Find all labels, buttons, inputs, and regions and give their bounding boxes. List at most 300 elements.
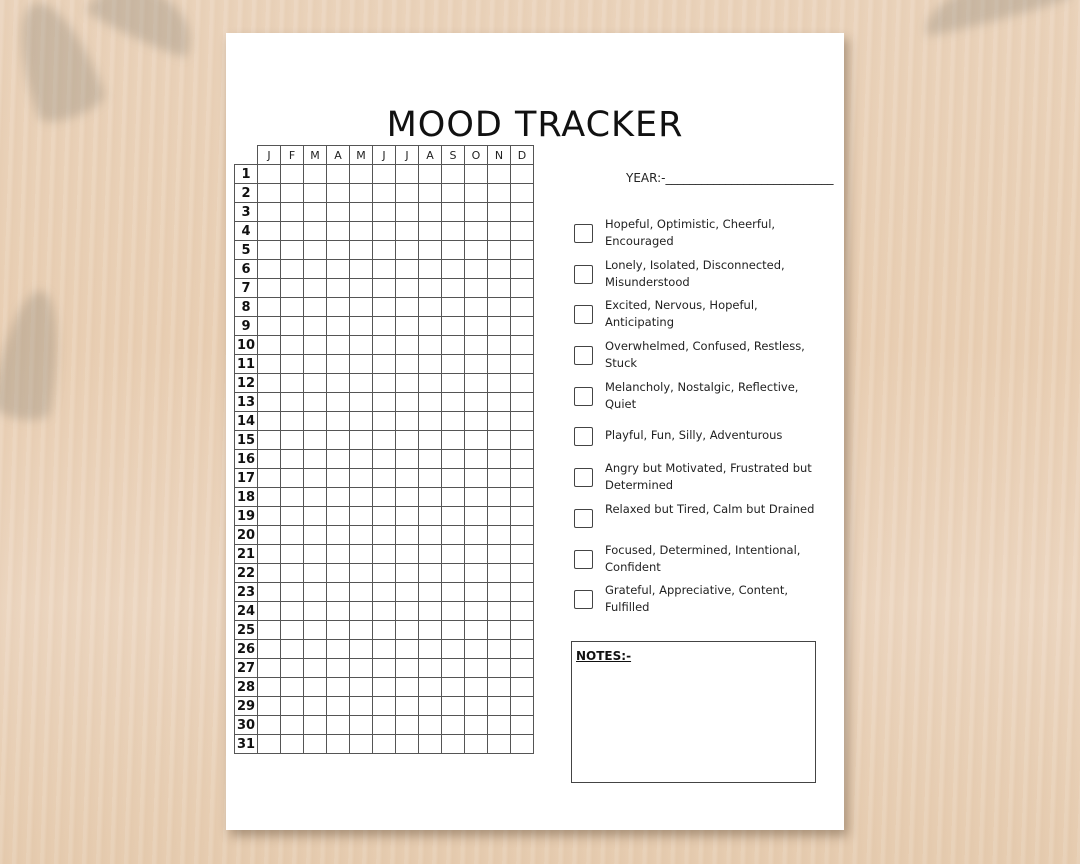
mood-cell[interactable] (304, 526, 327, 545)
mood-cell[interactable] (511, 355, 534, 374)
mood-cell[interactable] (304, 488, 327, 507)
mood-cell[interactable] (373, 203, 396, 222)
mood-cell[interactable] (258, 298, 281, 317)
mood-cell[interactable] (258, 545, 281, 564)
mood-cell[interactable] (396, 735, 419, 754)
mood-cell[interactable] (350, 431, 373, 450)
mood-cell[interactable] (488, 412, 511, 431)
mood-cell[interactable] (442, 526, 465, 545)
mood-cell[interactable] (511, 469, 534, 488)
mood-cell[interactable] (442, 336, 465, 355)
mood-cell[interactable] (350, 716, 373, 735)
mood-cell[interactable] (373, 355, 396, 374)
mood-cell[interactable] (327, 507, 350, 526)
mood-cell[interactable] (258, 469, 281, 488)
mood-cell[interactable] (327, 279, 350, 298)
mood-cell[interactable] (465, 412, 488, 431)
mood-cell[interactable] (327, 412, 350, 431)
mood-cell[interactable] (373, 260, 396, 279)
mood-cell[interactable] (304, 640, 327, 659)
mood-cell[interactable] (350, 678, 373, 697)
mood-cell[interactable] (465, 279, 488, 298)
mood-checkbox[interactable] (574, 387, 593, 406)
mood-cell[interactable] (442, 488, 465, 507)
mood-cell[interactable] (281, 583, 304, 602)
mood-cell[interactable] (258, 735, 281, 754)
mood-cell[interactable] (304, 716, 327, 735)
mood-cell[interactable] (327, 640, 350, 659)
mood-cell[interactable] (442, 583, 465, 602)
mood-cell[interactable] (442, 203, 465, 222)
mood-cell[interactable] (258, 564, 281, 583)
mood-checkbox[interactable] (574, 427, 593, 446)
mood-cell[interactable] (281, 222, 304, 241)
mood-cell[interactable] (396, 203, 419, 222)
mood-cell[interactable] (419, 507, 442, 526)
mood-cell[interactable] (465, 621, 488, 640)
mood-cell[interactable] (258, 659, 281, 678)
mood-cell[interactable] (350, 165, 373, 184)
mood-cell[interactable] (511, 507, 534, 526)
mood-cell[interactable] (419, 184, 442, 203)
mood-cell[interactable] (327, 602, 350, 621)
mood-cell[interactable] (465, 355, 488, 374)
mood-cell[interactable] (419, 545, 442, 564)
mood-checkbox[interactable] (574, 590, 593, 609)
mood-cell[interactable] (465, 260, 488, 279)
mood-cell[interactable] (442, 393, 465, 412)
mood-cell[interactable] (396, 602, 419, 621)
mood-cell[interactable] (488, 545, 511, 564)
mood-cell[interactable] (258, 317, 281, 336)
mood-cell[interactable] (488, 241, 511, 260)
mood-cell[interactable] (304, 621, 327, 640)
mood-cell[interactable] (442, 640, 465, 659)
mood-cell[interactable] (396, 678, 419, 697)
mood-cell[interactable] (419, 336, 442, 355)
mood-cell[interactable] (511, 659, 534, 678)
mood-cell[interactable] (488, 279, 511, 298)
mood-cell[interactable] (373, 659, 396, 678)
mood-cell[interactable] (327, 545, 350, 564)
mood-cell[interactable] (281, 260, 304, 279)
mood-cell[interactable] (511, 716, 534, 735)
mood-cell[interactable] (488, 203, 511, 222)
mood-cell[interactable] (511, 450, 534, 469)
mood-cell[interactable] (373, 279, 396, 298)
mood-cell[interactable] (281, 203, 304, 222)
mood-cell[interactable] (258, 697, 281, 716)
mood-checkbox[interactable] (574, 265, 593, 284)
mood-cell[interactable] (511, 336, 534, 355)
mood-cell[interactable] (281, 640, 304, 659)
mood-cell[interactable] (304, 564, 327, 583)
mood-cell[interactable] (281, 393, 304, 412)
mood-cell[interactable] (465, 488, 488, 507)
mood-cell[interactable] (442, 697, 465, 716)
mood-cell[interactable] (419, 659, 442, 678)
mood-cell[interactable] (304, 317, 327, 336)
mood-cell[interactable] (396, 355, 419, 374)
mood-cell[interactable] (465, 716, 488, 735)
mood-cell[interactable] (396, 697, 419, 716)
mood-cell[interactable] (488, 716, 511, 735)
mood-cell[interactable] (350, 602, 373, 621)
mood-cell[interactable] (327, 659, 350, 678)
mood-cell[interactable] (419, 374, 442, 393)
mood-cell[interactable] (350, 469, 373, 488)
mood-cell[interactable] (373, 374, 396, 393)
mood-cell[interactable] (419, 355, 442, 374)
mood-cell[interactable] (327, 716, 350, 735)
mood-cell[interactable] (258, 583, 281, 602)
mood-cell[interactable] (373, 583, 396, 602)
mood-cell[interactable] (350, 697, 373, 716)
mood-cell[interactable] (304, 393, 327, 412)
mood-cell[interactable] (373, 621, 396, 640)
mood-cell[interactable] (258, 716, 281, 735)
mood-cell[interactable] (419, 564, 442, 583)
mood-cell[interactable] (304, 678, 327, 697)
mood-cell[interactable] (488, 298, 511, 317)
mood-cell[interactable] (419, 526, 442, 545)
mood-cell[interactable] (442, 298, 465, 317)
mood-cell[interactable] (258, 203, 281, 222)
mood-cell[interactable] (373, 697, 396, 716)
mood-cell[interactable] (419, 260, 442, 279)
mood-cell[interactable] (419, 393, 442, 412)
mood-cell[interactable] (419, 317, 442, 336)
mood-cell[interactable] (442, 564, 465, 583)
mood-cell[interactable] (511, 526, 534, 545)
mood-cell[interactable] (488, 621, 511, 640)
mood-cell[interactable] (488, 640, 511, 659)
mood-cell[interactable] (304, 260, 327, 279)
mood-cell[interactable] (442, 355, 465, 374)
mood-cell[interactable] (465, 336, 488, 355)
mood-cell[interactable] (465, 545, 488, 564)
mood-cell[interactable] (281, 716, 304, 735)
mood-cell[interactable] (488, 488, 511, 507)
mood-cell[interactable] (488, 355, 511, 374)
mood-cell[interactable] (258, 507, 281, 526)
mood-cell[interactable] (304, 602, 327, 621)
mood-cell[interactable] (465, 583, 488, 602)
mood-cell[interactable] (373, 716, 396, 735)
mood-cell[interactable] (442, 431, 465, 450)
mood-cell[interactable] (419, 165, 442, 184)
mood-cell[interactable] (511, 412, 534, 431)
mood-cell[interactable] (396, 545, 419, 564)
mood-cell[interactable] (327, 469, 350, 488)
mood-cell[interactable] (327, 317, 350, 336)
mood-cell[interactable] (511, 602, 534, 621)
mood-cell[interactable] (396, 716, 419, 735)
mood-cell[interactable] (511, 583, 534, 602)
mood-cell[interactable] (373, 336, 396, 355)
mood-cell[interactable] (396, 393, 419, 412)
mood-cell[interactable] (465, 640, 488, 659)
mood-cell[interactable] (350, 545, 373, 564)
mood-cell[interactable] (373, 184, 396, 203)
mood-cell[interactable] (373, 450, 396, 469)
mood-cell[interactable] (396, 412, 419, 431)
mood-cell[interactable] (465, 469, 488, 488)
mood-cell[interactable] (419, 488, 442, 507)
mood-cell[interactable] (258, 393, 281, 412)
mood-cell[interactable] (465, 184, 488, 203)
mood-cell[interactable] (327, 678, 350, 697)
mood-cell[interactable] (442, 678, 465, 697)
mood-cell[interactable] (511, 298, 534, 317)
mood-checkbox[interactable] (574, 550, 593, 569)
mood-cell[interactable] (396, 336, 419, 355)
mood-cell[interactable] (442, 659, 465, 678)
mood-cell[interactable] (511, 165, 534, 184)
mood-cell[interactable] (304, 431, 327, 450)
mood-cell[interactable] (442, 222, 465, 241)
mood-cell[interactable] (419, 222, 442, 241)
mood-cell[interactable] (511, 260, 534, 279)
mood-cell[interactable] (488, 583, 511, 602)
mood-cell[interactable] (350, 336, 373, 355)
mood-cell[interactable] (281, 488, 304, 507)
mood-cell[interactable] (327, 697, 350, 716)
mood-cell[interactable] (488, 469, 511, 488)
mood-cell[interactable] (511, 241, 534, 260)
mood-cell[interactable] (258, 165, 281, 184)
mood-cell[interactable] (396, 640, 419, 659)
mood-cell[interactable] (511, 222, 534, 241)
mood-cell[interactable] (281, 507, 304, 526)
mood-cell[interactable] (258, 184, 281, 203)
mood-cell[interactable] (281, 374, 304, 393)
mood-cell[interactable] (327, 336, 350, 355)
mood-cell[interactable] (304, 697, 327, 716)
mood-cell[interactable] (488, 659, 511, 678)
mood-cell[interactable] (465, 735, 488, 754)
mood-cell[interactable] (258, 222, 281, 241)
mood-cell[interactable] (373, 412, 396, 431)
mood-cell[interactable] (281, 602, 304, 621)
mood-cell[interactable] (281, 697, 304, 716)
mood-cell[interactable] (304, 583, 327, 602)
mood-cell[interactable] (281, 450, 304, 469)
mood-cell[interactable] (327, 431, 350, 450)
mood-cell[interactable] (442, 279, 465, 298)
mood-cell[interactable] (488, 697, 511, 716)
mood-cell[interactable] (396, 184, 419, 203)
mood-cell[interactable] (327, 488, 350, 507)
mood-cell[interactable] (511, 431, 534, 450)
mood-cell[interactable] (327, 241, 350, 260)
mood-cell[interactable] (350, 507, 373, 526)
mood-cell[interactable] (258, 621, 281, 640)
mood-cell[interactable] (350, 355, 373, 374)
mood-cell[interactable] (442, 545, 465, 564)
mood-cell[interactable] (281, 735, 304, 754)
mood-cell[interactable] (396, 374, 419, 393)
mood-cell[interactable] (258, 279, 281, 298)
mood-cell[interactable] (304, 279, 327, 298)
mood-cell[interactable] (465, 697, 488, 716)
mood-checkbox[interactable] (574, 305, 593, 324)
mood-cell[interactable] (465, 659, 488, 678)
mood-cell[interactable] (442, 374, 465, 393)
mood-cell[interactable] (281, 412, 304, 431)
mood-cell[interactable] (488, 450, 511, 469)
mood-cell[interactable] (350, 374, 373, 393)
mood-cell[interactable] (396, 298, 419, 317)
mood-cell[interactable] (488, 165, 511, 184)
mood-cell[interactable] (258, 355, 281, 374)
mood-cell[interactable] (304, 659, 327, 678)
mood-cell[interactable] (304, 735, 327, 754)
mood-cell[interactable] (327, 355, 350, 374)
mood-cell[interactable] (373, 602, 396, 621)
mood-cell[interactable] (373, 488, 396, 507)
mood-cell[interactable] (350, 184, 373, 203)
mood-cell[interactable] (419, 431, 442, 450)
mood-cell[interactable] (327, 222, 350, 241)
mood-cell[interactable] (511, 488, 534, 507)
mood-cell[interactable] (419, 450, 442, 469)
mood-cell[interactable] (350, 735, 373, 754)
mood-cell[interactable] (396, 507, 419, 526)
mood-cell[interactable] (396, 564, 419, 583)
mood-cell[interactable] (465, 564, 488, 583)
mood-cell[interactable] (511, 393, 534, 412)
mood-cell[interactable] (488, 564, 511, 583)
mood-cell[interactable] (488, 526, 511, 545)
mood-cell[interactable] (419, 279, 442, 298)
mood-cell[interactable] (442, 412, 465, 431)
mood-cell[interactable] (350, 298, 373, 317)
mood-cell[interactable] (281, 241, 304, 260)
mood-cell[interactable] (396, 222, 419, 241)
mood-cell[interactable] (419, 735, 442, 754)
mood-cell[interactable] (488, 260, 511, 279)
mood-cell[interactable] (511, 735, 534, 754)
mood-cell[interactable] (373, 431, 396, 450)
mood-cell[interactable] (350, 241, 373, 260)
mood-cell[interactable] (258, 374, 281, 393)
mood-cell[interactable] (396, 165, 419, 184)
mood-cell[interactable] (281, 526, 304, 545)
mood-cell[interactable] (350, 621, 373, 640)
mood-cell[interactable] (488, 735, 511, 754)
mood-cell[interactable] (373, 564, 396, 583)
mood-cell[interactable] (396, 488, 419, 507)
mood-cell[interactable] (281, 336, 304, 355)
mood-cell[interactable] (488, 602, 511, 621)
mood-cell[interactable] (465, 317, 488, 336)
mood-cell[interactable] (373, 317, 396, 336)
mood-cell[interactable] (304, 355, 327, 374)
mood-cell[interactable] (258, 431, 281, 450)
mood-cell[interactable] (304, 374, 327, 393)
mood-cell[interactable] (465, 374, 488, 393)
mood-cell[interactable] (350, 393, 373, 412)
mood-cell[interactable] (511, 697, 534, 716)
mood-cell[interactable] (281, 317, 304, 336)
mood-cell[interactable] (350, 412, 373, 431)
mood-cell[interactable] (511, 545, 534, 564)
mood-cell[interactable] (304, 450, 327, 469)
mood-cell[interactable] (419, 241, 442, 260)
mood-cell[interactable] (442, 621, 465, 640)
mood-cell[interactable] (442, 165, 465, 184)
mood-cell[interactable] (281, 621, 304, 640)
mood-cell[interactable] (258, 488, 281, 507)
mood-cell[interactable] (373, 526, 396, 545)
mood-cell[interactable] (442, 735, 465, 754)
mood-cell[interactable] (419, 469, 442, 488)
mood-cell[interactable] (373, 640, 396, 659)
mood-cell[interactable] (258, 336, 281, 355)
mood-cell[interactable] (350, 203, 373, 222)
mood-cell[interactable] (327, 526, 350, 545)
mood-cell[interactable] (281, 165, 304, 184)
mood-cell[interactable] (327, 203, 350, 222)
mood-cell[interactable] (327, 165, 350, 184)
mood-cell[interactable] (258, 678, 281, 697)
mood-cell[interactable] (281, 659, 304, 678)
mood-cell[interactable] (258, 450, 281, 469)
mood-cell[interactable] (350, 260, 373, 279)
mood-cell[interactable] (488, 222, 511, 241)
mood-cell[interactable] (442, 241, 465, 260)
mood-cell[interactable] (327, 564, 350, 583)
mood-cell[interactable] (396, 317, 419, 336)
mood-cell[interactable] (488, 393, 511, 412)
mood-cell[interactable] (511, 374, 534, 393)
mood-cell[interactable] (465, 241, 488, 260)
mood-cell[interactable] (327, 393, 350, 412)
mood-cell[interactable] (327, 260, 350, 279)
mood-cell[interactable] (304, 507, 327, 526)
mood-cell[interactable] (465, 526, 488, 545)
mood-cell[interactable] (373, 678, 396, 697)
mood-cell[interactable] (511, 203, 534, 222)
mood-cell[interactable] (373, 545, 396, 564)
mood-checkbox[interactable] (574, 509, 593, 528)
notes-box[interactable] (571, 641, 816, 783)
mood-cell[interactable] (281, 184, 304, 203)
mood-cell[interactable] (327, 621, 350, 640)
mood-cell[interactable] (511, 678, 534, 697)
mood-cell[interactable] (396, 621, 419, 640)
mood-cell[interactable] (488, 317, 511, 336)
mood-cell[interactable] (373, 393, 396, 412)
mood-cell[interactable] (304, 469, 327, 488)
mood-cell[interactable] (396, 659, 419, 678)
mood-cell[interactable] (327, 374, 350, 393)
mood-cell[interactable] (350, 640, 373, 659)
mood-cell[interactable] (419, 697, 442, 716)
year-field[interactable]: YEAR:-____________________________ (626, 171, 834, 185)
mood-cell[interactable] (419, 621, 442, 640)
mood-cell[interactable] (304, 336, 327, 355)
mood-cell[interactable] (304, 184, 327, 203)
mood-cell[interactable] (281, 279, 304, 298)
mood-cell[interactable] (442, 716, 465, 735)
mood-cell[interactable] (350, 488, 373, 507)
mood-cell[interactable] (511, 564, 534, 583)
mood-cell[interactable] (465, 165, 488, 184)
mood-cell[interactable] (488, 336, 511, 355)
mood-cell[interactable] (442, 450, 465, 469)
